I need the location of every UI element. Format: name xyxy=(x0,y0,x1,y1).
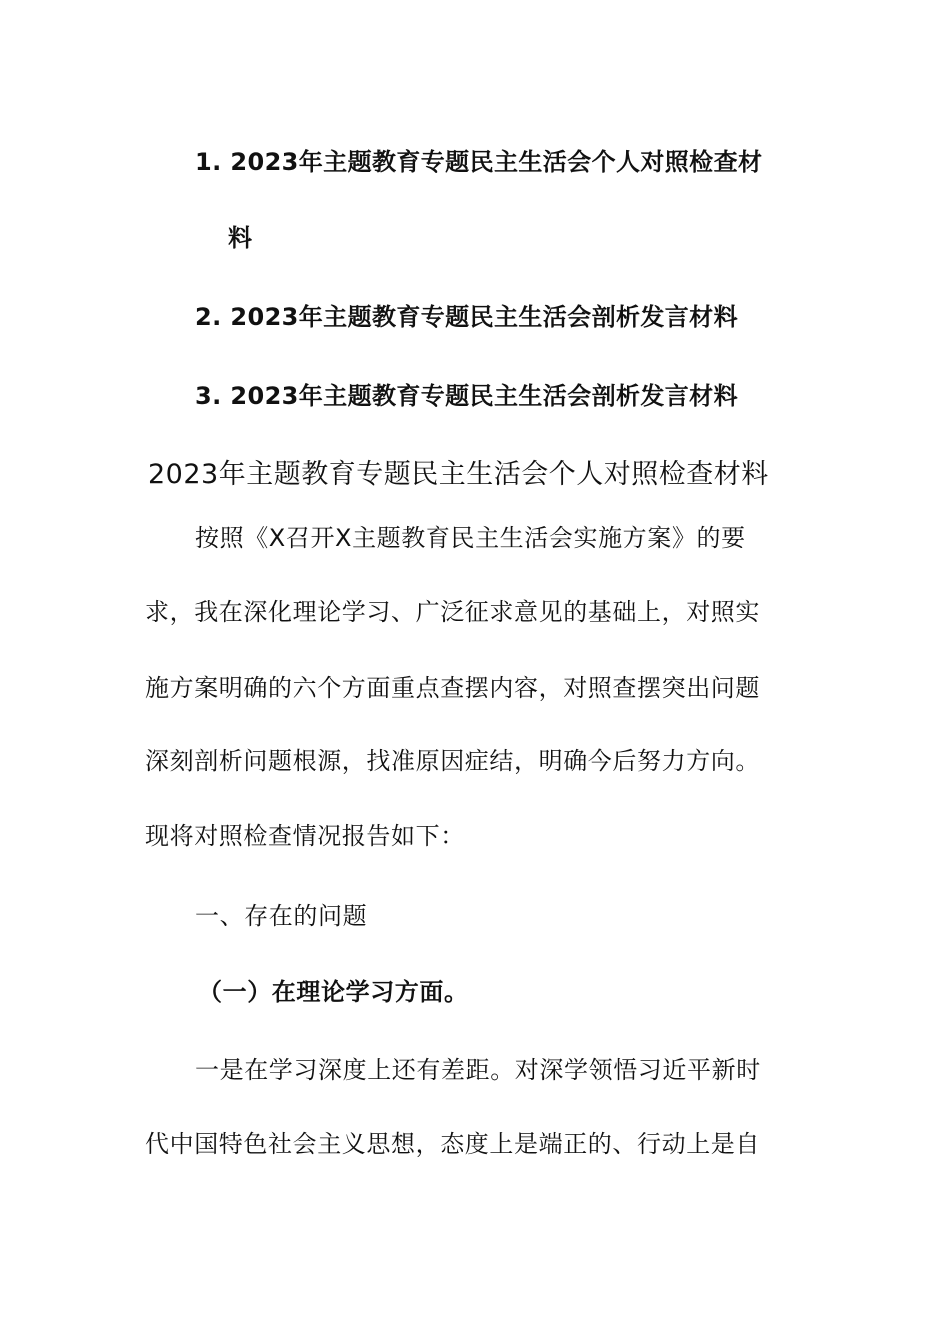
intro-line-1: 按照《X召开X主题教育民主生活会实施方案》的要 xyxy=(195,524,746,552)
intro-line-3: 施方案明确的六个方面重点查摆内容，对照查摆突出问题 xyxy=(145,674,760,702)
intro-line-4: 深刻剖析问题根源，找准原因症结，明确今后努力方向。 xyxy=(145,747,760,775)
section-heading: 一、存在的问题 xyxy=(195,902,368,930)
toc-item-3[interactable]: 3. 2023年主题教育专题民主生活会剖析发言材料 xyxy=(195,382,738,410)
toc-item-2[interactable]: 2. 2023年主题教育专题民主生活会剖析发言材料 xyxy=(195,303,738,331)
body-line-2: 代中国特色社会主义思想，态度上是端正的、行动上是自 xyxy=(145,1130,760,1158)
toc-item-1-line-2[interactable]: 料 xyxy=(228,224,253,252)
subsection-heading: （一）在理论学习方面。 xyxy=(198,978,469,1006)
toc-item-1-line-1[interactable]: 1. 2023年主题教育专题民主生活会个人对照检查材 xyxy=(195,148,763,176)
intro-line-5: 现将对照检查情况报告如下： xyxy=(145,822,465,850)
document-title: 2023年主题教育专题民主生活会个人对照检查材料 xyxy=(148,459,769,490)
body-line-1: 一是在学习深度上还有差距。对深学领悟习近平新时 xyxy=(195,1056,761,1084)
intro-line-2: 求，我在深化理论学习、广泛征求意见的基础上，对照实 xyxy=(145,598,760,626)
